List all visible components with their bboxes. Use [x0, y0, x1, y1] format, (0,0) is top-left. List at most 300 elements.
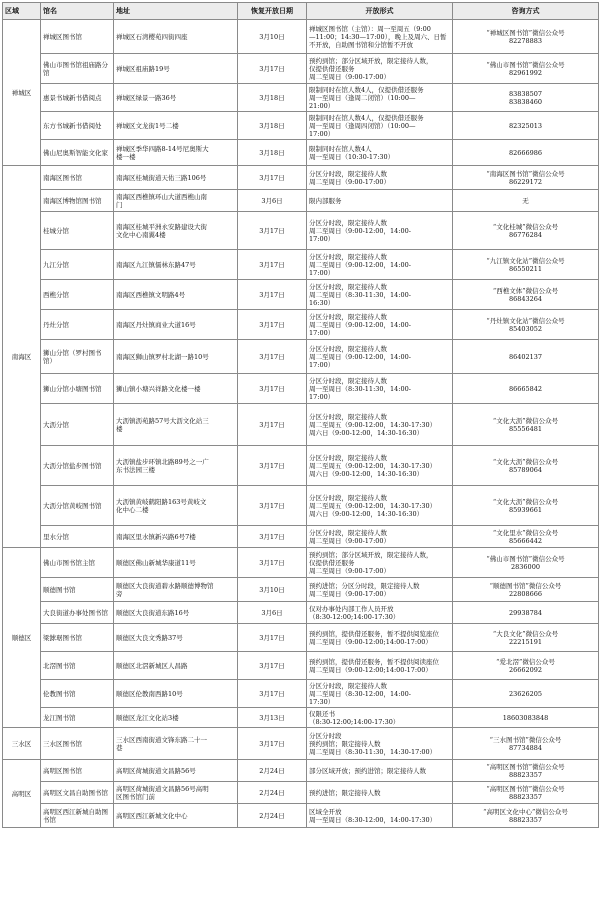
open-form-line: 仅提供借还服务 — [309, 558, 355, 567]
address-line: 顺德区伦教南西路10号 — [116, 689, 183, 698]
reopen-date: 3月17日 — [238, 680, 307, 708]
library-name — [41, 404, 114, 446]
reopen-date: 3月17日 — [238, 340, 307, 374]
reopen-date: 2月24日 — [238, 804, 307, 828]
contact — [453, 54, 599, 84]
table-row — [3, 140, 599, 166]
open-form-line: 17:00） — [309, 268, 335, 277]
library-name — [41, 760, 114, 782]
contact — [453, 404, 599, 446]
library-name — [41, 652, 114, 680]
table-row — [3, 190, 599, 212]
open-form-line: 周二至周日（9:00-17:00） — [309, 589, 391, 598]
contact-line: “大良文化”微信公众号 — [492, 629, 559, 638]
table-row — [3, 804, 599, 828]
open-form — [307, 624, 453, 652]
address — [114, 446, 238, 486]
table-row — [3, 446, 599, 486]
open-form — [307, 578, 453, 602]
address — [114, 212, 238, 250]
open-form-line: 周一至周日（8:30-11:30，14:00- — [309, 384, 411, 393]
contact — [453, 84, 599, 112]
reopen-date: 3月17日 — [238, 624, 307, 652]
library-name-line: 里水分馆 — [43, 532, 69, 541]
contact-line: 82666986 — [508, 148, 543, 157]
contact-line: 85556481 — [508, 424, 543, 433]
reopen-date: 3月17日 — [238, 446, 307, 486]
open-form — [307, 708, 453, 728]
address — [114, 404, 238, 446]
table-row — [3, 212, 599, 250]
library-name-line: 南海区图书馆 — [43, 173, 82, 182]
contact-line: 22808666 — [508, 589, 543, 598]
address-line: 三水区西南街道文锋东路二十一 — [116, 735, 207, 744]
address — [114, 728, 238, 760]
table-row — [3, 166, 599, 190]
library-name-line: 桂城分馆 — [43, 226, 69, 235]
open-form-line: 21:00） — [309, 101, 335, 110]
contact — [453, 760, 599, 782]
address-line: 大沥镇沥苑路57号大沥文化站三 — [116, 416, 209, 425]
contact-line: “西樵文体”微信公众号 — [492, 286, 559, 295]
contact-line: 26662092 — [508, 665, 543, 674]
open-form-line: 周二至周五（9:00-12:00，14:30-17:30） — [309, 501, 437, 510]
library-name — [41, 374, 114, 404]
contact-line: 85939661 — [508, 505, 543, 514]
address-line: 顺德区大良文秀路37号 — [116, 633, 183, 642]
library-name — [41, 446, 114, 486]
address — [114, 310, 238, 340]
contact-line: 23626205 — [508, 689, 543, 698]
reopen-date: 3月6日 — [238, 602, 307, 624]
contact — [453, 548, 599, 578]
reopen-date: 3月18日 — [238, 140, 307, 166]
address-line: 南海区桂城平洲永安路建设大街 — [116, 222, 207, 231]
reopen-date: 2月24日 — [238, 782, 307, 804]
address — [114, 112, 238, 140]
table-row — [3, 54, 599, 84]
address-line: 南海区里水镇新兴路6号7楼 — [116, 532, 196, 541]
address-line: 门 — [116, 200, 123, 209]
district-cell: 高明区 — [3, 760, 41, 828]
open-form — [307, 310, 453, 340]
contact-line: 22215191 — [508, 637, 543, 646]
contact-line: “三水图书馆”微信公众号 — [489, 735, 562, 744]
open-form-line: 周二至周日（9:00-12:00，14:00- — [309, 352, 411, 361]
open-form-line: 16:30） — [309, 298, 335, 307]
address-line: 高明区荷城街道文昌路56号 — [116, 766, 196, 775]
open-form-line: 限制同时在馆人数4人 — [309, 144, 372, 153]
table-body — [3, 20, 599, 828]
table-row — [3, 84, 599, 112]
address-line: 高明区荷城街道文昌路56号高明 — [116, 784, 209, 793]
contact-line: “文化里水”微信公众号 — [492, 528, 559, 537]
contact — [453, 680, 599, 708]
open-form-line: 周二至周日（8:30-12:00，14:00- — [309, 689, 411, 698]
contact-line: 83838460 — [508, 97, 543, 106]
open-form — [307, 680, 453, 708]
address — [114, 680, 238, 708]
address-line: 顺德区北滘新城区人昌路 — [116, 661, 188, 670]
open-form-line: 禅城区图书馆（主馆）：周一至周五（9:00 — [309, 24, 431, 33]
library-name — [41, 578, 114, 602]
contact — [453, 166, 599, 190]
contact — [453, 782, 599, 804]
reopen-date: 3月17日 — [238, 526, 307, 548]
address — [114, 340, 238, 374]
library-name — [41, 486, 114, 526]
contact-line: 87734884 — [508, 743, 543, 752]
contact — [453, 624, 599, 652]
reopen-date: 3月17日 — [238, 652, 307, 680]
open-form-line: 周二至周日（9:00-17:00） — [309, 72, 391, 81]
library-name — [41, 166, 114, 190]
library-name — [41, 212, 114, 250]
table-row — [3, 374, 599, 404]
library-name — [41, 250, 114, 280]
table-row — [3, 652, 599, 680]
contact-line: 86550211 — [508, 264, 543, 273]
library-name-line: 三水区图书馆 — [43, 739, 82, 748]
open-form — [307, 112, 453, 140]
open-form — [307, 782, 453, 804]
reopen-date: 3月18日 — [238, 112, 307, 140]
open-form — [307, 340, 453, 374]
address-line: 南海区丹灶镇商业大道16号 — [116, 320, 196, 329]
contact-line: 88823357 — [508, 792, 543, 801]
reopen-date: 3月17日 — [238, 486, 307, 526]
open-form-line: 仅限还书 — [309, 709, 335, 718]
open-form-line: 部分区域开放；预约进馆；限定接待人数 — [309, 766, 426, 775]
contact-line: “佛山市图书馆”微信公众号 — [486, 60, 565, 69]
address-line: 狮山镇小塘兴祥路文化楼一楼 — [116, 384, 201, 393]
library-name-line: 九江分馆 — [43, 260, 69, 269]
contact-line: “佛山市图书馆”微信公众号 — [486, 554, 565, 563]
address — [114, 374, 238, 404]
address-line: 南海区桂城街道天佑三路106号 — [116, 173, 207, 182]
open-form-line: 周六日（9:00-12:00，14:30-16:30） — [309, 509, 424, 518]
address-line: 楼一楼 — [116, 152, 136, 161]
library-name-line: 馆） — [43, 356, 56, 365]
reopen-date: 3月17日 — [238, 374, 307, 404]
contact — [453, 190, 599, 212]
reopen-date: 3月17日 — [238, 728, 307, 760]
open-form-line: 周一至周日（逢周四闭馆）（10:00— — [309, 121, 416, 130]
open-form-line: 周六日（9:00-12:00，14:30-16:30） — [309, 428, 424, 437]
contact-line: “丹灶镇文化站”微信公众号 — [486, 316, 565, 325]
open-form — [307, 374, 453, 404]
district-cell: 南海区 — [3, 166, 41, 548]
library-name-line: 狮山分馆（罗村图书 — [43, 348, 102, 357]
open-form-line: 仅提供借还服务 — [309, 64, 355, 73]
open-form — [307, 190, 453, 212]
library-name — [41, 310, 114, 340]
open-form — [307, 602, 453, 624]
address — [114, 548, 238, 578]
address-line: 大沥镇黄岐鹤阳路163号黄岐文 — [116, 497, 207, 506]
library-name-line: 龙江图书馆 — [43, 713, 76, 722]
header-open-form: 开放形式 — [307, 3, 453, 20]
address-line: 高明区西江新城文化中心 — [116, 811, 188, 820]
table-row — [3, 526, 599, 548]
library-reopening-table — [2, 2, 599, 828]
contact-line: 85789064 — [508, 465, 543, 474]
library-name — [41, 680, 114, 708]
library-name-line: 狮山分馆小塘图书馆 — [43, 384, 102, 393]
open-form-line: —11:00；14:30—17:00），晚上及周六、日暂 — [309, 32, 447, 41]
open-form-line: 周一至周日（10:30-17:30） — [309, 152, 395, 161]
library-name-line: 大良街道办事处图书馆 — [43, 608, 108, 617]
header-library-name: 馆名 — [41, 3, 114, 20]
address-line: 禅城区季华四路8-14号尼奥斯大 — [116, 144, 209, 153]
contact-line: 86402137 — [508, 352, 543, 361]
library-name-line: 佛山市图书馆祖庙路分 — [43, 60, 108, 69]
contact-line: “文化大沥”微信公众号 — [492, 416, 559, 425]
contact — [453, 526, 599, 548]
address — [114, 602, 238, 624]
address-line: 顺德区大良街道东路16号 — [116, 608, 190, 617]
open-form — [307, 526, 453, 548]
contact — [453, 728, 599, 760]
contact-line: “九江镇文化站”微信公众号 — [486, 256, 565, 265]
table-row — [3, 112, 599, 140]
open-form-line: 周二至周五（9:00-12:00，14:30-17:30） — [309, 420, 437, 429]
contact-line: 83838507 — [508, 89, 543, 98]
contact-line: “顺德图书馆”微信公众号 — [489, 581, 562, 590]
library-name-line: 南海区博物馆图书馆 — [43, 196, 102, 205]
library-name — [41, 84, 114, 112]
library-name — [41, 140, 114, 166]
open-form-line: 预约到馆，提供借还服务，暂不提供阅读座位 — [309, 657, 439, 666]
contact-line: 2836000 — [511, 562, 540, 571]
address — [114, 708, 238, 728]
address — [114, 652, 238, 680]
district-cell: 顺德区 — [3, 548, 41, 728]
contact-line: “高明区图书馆”微信公众号 — [486, 762, 565, 771]
table-row — [3, 578, 599, 602]
contact-line: 无 — [522, 196, 529, 205]
open-form — [307, 280, 453, 310]
contact-line: “文化大沥”微信公众号 — [492, 457, 559, 466]
contact-line: “文化大沥”微信公众号 — [492, 497, 559, 506]
address-line: 区图书馆门前 — [116, 792, 155, 801]
open-form — [307, 404, 453, 446]
library-name-line: 馆 — [43, 68, 50, 77]
header-address: 地址 — [114, 3, 238, 20]
contact-line: 86665842 — [508, 384, 543, 393]
address — [114, 486, 238, 526]
contact — [453, 602, 599, 624]
address — [114, 20, 238, 54]
address-line: 大沥镇盐步环镇北路89号之一广 — [116, 457, 209, 466]
contact-line: 82278883 — [508, 36, 543, 45]
address — [114, 782, 238, 804]
library-name-line: 惠景书城新书借阅点 — [43, 93, 102, 102]
reopen-date: 3月17日 — [238, 166, 307, 190]
table-row — [3, 404, 599, 446]
address-line: 禅城区文龙街1号二楼 — [116, 121, 179, 130]
address-line: 巷 — [116, 743, 123, 752]
table-row — [3, 680, 599, 708]
address — [114, 140, 238, 166]
library-name-line: 顺德图书馆 — [43, 585, 76, 594]
open-form-line: 预约到馆；部分区域开放，限定接待人数， — [309, 56, 433, 65]
open-form-line: 分区分时段，限定接待人数 — [309, 252, 387, 261]
contact — [453, 804, 599, 828]
open-form-line: 17:00） — [309, 392, 335, 401]
open-form-line: 17:30） — [309, 697, 335, 706]
contact-line: 82325013 — [508, 121, 543, 130]
library-name-line: 禅城区图书馆 — [43, 32, 82, 41]
library-name-line: 北滘图书馆 — [43, 661, 76, 670]
open-form-line: 仅对办事处内部工作人员开放 — [309, 604, 394, 613]
library-name — [41, 624, 114, 652]
contact-line: 88823357 — [508, 770, 543, 779]
library-name-line: 大沥分馆盐步图书馆 — [43, 461, 102, 470]
reopen-date: 3月10日 — [238, 20, 307, 54]
address-line: 禅城区祖庙路19号 — [116, 64, 170, 73]
open-form — [307, 804, 453, 828]
address — [114, 578, 238, 602]
contact — [453, 310, 599, 340]
contact — [453, 374, 599, 404]
table-row — [3, 486, 599, 526]
library-name-line: 丹灶分馆 — [43, 320, 69, 329]
open-form-line: 周二至周日（8:30-11:30，14:00- — [309, 290, 411, 299]
address-line: 南海区西樵镇文明路4号 — [116, 290, 186, 299]
library-name-line: 西樵分馆 — [43, 290, 69, 299]
open-form-line: 分区分时段，限定接待人数 — [309, 218, 387, 227]
table-row — [3, 624, 599, 652]
library-name-line: 佛山市图书馆主馆 — [43, 558, 95, 567]
open-form — [307, 140, 453, 166]
address — [114, 54, 238, 84]
contact-line: 82961992 — [508, 68, 543, 77]
address-line: 顺德区佛山新城华康道11号 — [116, 558, 196, 567]
open-form — [307, 486, 453, 526]
address — [114, 624, 238, 652]
header-contact: 咨询方式 — [453, 3, 599, 20]
open-form — [307, 166, 453, 190]
open-form-line: 不开放，自助图书馆和分馆暂不开放 — [309, 40, 413, 49]
open-form-line: 区域全开放 — [309, 807, 342, 816]
open-form-line: 周六日（9:00-12:00，14:30-16:30） — [309, 469, 424, 478]
header-district: 区域 — [3, 3, 41, 20]
contact — [453, 280, 599, 310]
contact-line: 86776284 — [508, 230, 543, 239]
contact-line: “高明区文化中心”微信公众号 — [483, 807, 568, 816]
contact-line: “禅城区图书馆”微信公众号 — [486, 28, 565, 37]
reopen-date: 3月17日 — [238, 212, 307, 250]
contact-line: “爱北滘”微信公众号 — [496, 657, 555, 666]
table-row — [3, 708, 599, 728]
open-form-line: 分区分时段，限定接待人数 — [309, 376, 387, 385]
table-row — [3, 728, 599, 760]
open-form-line: 预约进馆；分区分时段，限定接待人数 — [309, 581, 420, 590]
library-name — [41, 804, 114, 828]
reopen-date: 3月6日 — [238, 190, 307, 212]
contact — [453, 250, 599, 280]
open-form-line: 限制同时在馆人数4人，仅提供借还服务 — [309, 113, 424, 122]
reopen-date: 3月13日 — [238, 708, 307, 728]
open-form — [307, 54, 453, 84]
open-form-line: 分区分时段，限定接待人数 — [309, 169, 387, 178]
address-line: 顺德区大良街道碧水路顺德博物馆 — [116, 581, 214, 590]
library-name-line: 梁銶琚图书馆 — [43, 633, 82, 642]
contact — [453, 20, 599, 54]
address — [114, 190, 238, 212]
open-form-line: 分区分时段，限定接待人数 — [309, 681, 387, 690]
address-line: 南海区九江镇儒林东路47号 — [116, 260, 196, 269]
open-form-line: 周二至周日（9:00-12:00，14:00- — [309, 226, 411, 235]
reopen-date: 2月24日 — [238, 760, 307, 782]
table-row — [3, 20, 599, 54]
contact-line: “高明区图书馆”微信公众号 — [486, 784, 565, 793]
open-form — [307, 212, 453, 250]
address-line: 禅城区绿景一路36号 — [116, 93, 177, 102]
address-line: 旁 — [116, 589, 123, 598]
open-form-line: 限制同时在馆人数4人，仅提供借还服务 — [309, 85, 424, 94]
library-name-line: 大沥分馆黄岐图书馆 — [43, 501, 102, 510]
library-name — [41, 54, 114, 84]
open-form-line: 周一至周日（逢周二闭馆）（10:00— — [309, 93, 416, 102]
open-form-line: 17:00） — [309, 328, 335, 337]
contact-line: “文化桂城”微信公众号 — [492, 222, 559, 231]
contact-line: 85666442 — [508, 536, 543, 545]
contact — [453, 340, 599, 374]
address-line: 禅城区石湾樱苑四街四座 — [116, 32, 188, 41]
table-row — [3, 340, 599, 374]
reopen-date: 3月17日 — [238, 404, 307, 446]
address-line: 东书法园三楼 — [116, 465, 155, 474]
library-name-line: 高明区图书馆 — [43, 766, 82, 775]
district-cell: 三水区 — [3, 728, 41, 760]
table-row — [3, 548, 599, 578]
open-form-line: 分区分时段，限定接待人数 — [309, 344, 387, 353]
contact-line: 29938784 — [508, 608, 543, 617]
header-reopen-date: 恢复开放日期 — [238, 3, 307, 20]
open-form-line: 分区分时段，限定接待人数 — [309, 282, 387, 291]
open-form-line: 分区分时段，限定接待人数 — [309, 412, 387, 421]
contact — [453, 140, 599, 166]
open-form-line: 分区分时段，限定接待人数 — [309, 493, 387, 502]
open-form — [307, 652, 453, 680]
open-form-line: 限内部服务 — [309, 196, 342, 205]
open-form-line: （8:30-12:00;14:00-17:30） — [309, 612, 400, 621]
table-row — [3, 250, 599, 280]
district-cell: 禅城区 — [3, 20, 41, 166]
open-form-line: 周二至周日（9:00-12:00，14:00- — [309, 320, 411, 329]
open-form-line: 周二至周五（9:00-12:00，14:30-17:30） — [309, 461, 437, 470]
library-name — [41, 20, 114, 54]
open-form-line: 17:00） — [309, 360, 335, 369]
open-form-line: 预约进馆；限定接待人数 — [309, 788, 381, 797]
open-form-line: 17:00） — [309, 129, 335, 138]
contact-line: 86229172 — [508, 177, 543, 186]
address — [114, 804, 238, 828]
contact-line: 85403052 — [508, 324, 543, 333]
address — [114, 760, 238, 782]
address — [114, 526, 238, 548]
open-form-line: 分区分时段，限定接待人数 — [309, 312, 387, 321]
address-line: 文化中心南翼4楼 — [116, 230, 166, 239]
contact — [453, 486, 599, 526]
open-form-line: 周二至周日（9:00-12:00;14:00-17:00） — [309, 665, 432, 674]
contact — [453, 578, 599, 602]
open-form — [307, 548, 453, 578]
open-form — [307, 446, 453, 486]
library-name-line: 高明区文昌自助图书馆 — [43, 788, 108, 797]
